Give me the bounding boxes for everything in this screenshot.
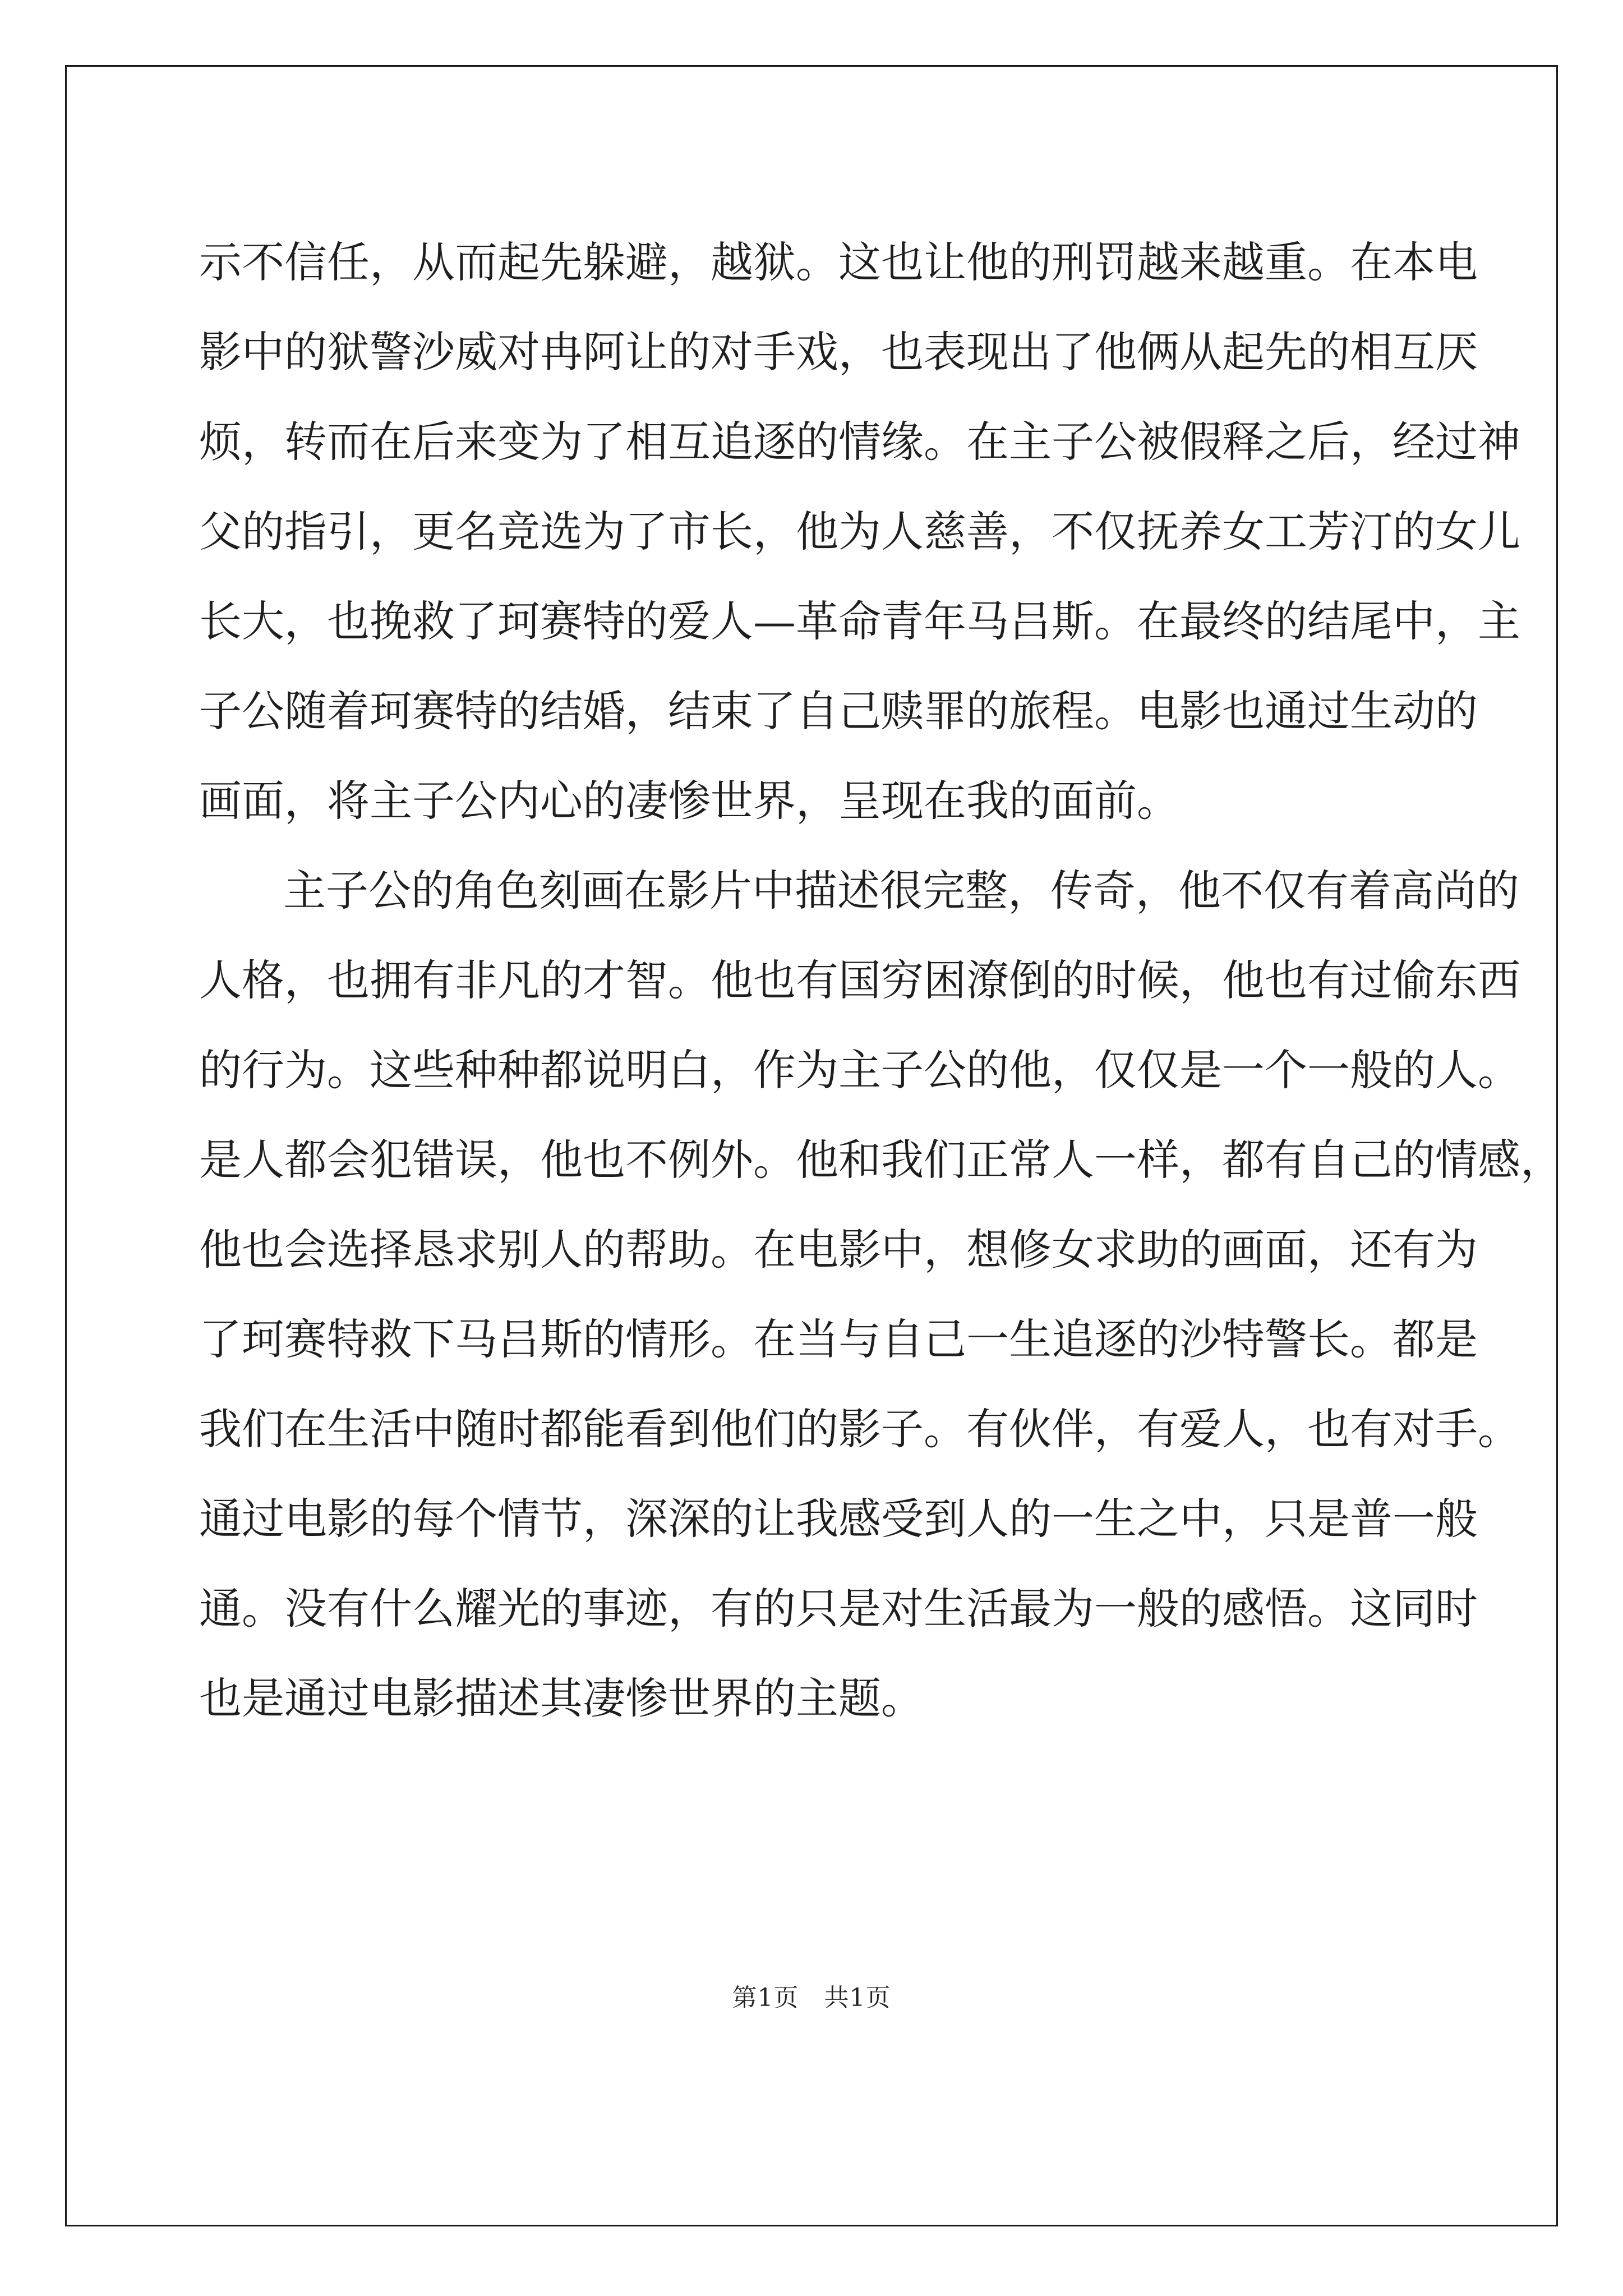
paragraph-first-line: 主子公的角色刻画在影片中描述很完整，传奇，他不仅有着高尚的 [283, 866, 1519, 915]
text-line: 长大，也挽救了珂赛特的爱人—革命青年马吕斯。在最终的结尾中，主 [199, 596, 1520, 646]
text-line: 通。没有什么耀光的事迹，有的只是对生活最为一般的感悟。这同时 [199, 1584, 1478, 1634]
document-body [199, 218, 1563, 1743]
text-line: 是人都会犯错误，他也不例外。他和我们正常人一样，都有自己的情感， [199, 1135, 1563, 1185]
page-number: 第1页 [732, 1984, 799, 2012]
page-total: 共1页 [824, 1984, 891, 2012]
text-line: 也是通过电影描述其凄惨世界的主题。 [199, 1673, 924, 1723]
text-line: 烦，转而在后来变为了相互追逐的情缘。在主子公被假释之后，经过神 [199, 417, 1520, 467]
text-line: 示不信任，从而起先躲避，越狱。这也让他的刑罚越来越重。在本电 [199, 237, 1478, 287]
text-line: 画面，将主子公内心的凄惨世界，呈现在我的面前。 [199, 776, 1179, 826]
text-line: 影中的狱警沙威对冉阿让的对手戏，也表现出了他俩从起先的相互厌 [199, 327, 1478, 377]
page-footer [0, 1977, 1623, 2013]
text-line: 子公随着珂赛特的结婚，结束了自己赎罪的旅程。电影也通过生动的 [199, 686, 1478, 736]
text-line: 的行为。这些种种都说明白，作为主子公的他，仅仅是一个一般的人。 [199, 1045, 1520, 1095]
text-line: 了珂赛特救下马吕斯的情形。在当与自己一生追逐的沙特警长。都是 [199, 1314, 1478, 1364]
text-line: 通过电影的每个情节，深深的让我感受到人的一生之中，只是普一般 [199, 1494, 1478, 1544]
text-line: 他也会选择恳求别人的帮助。在电影中，想修女求助的画面，还有为 [199, 1225, 1478, 1274]
text-line: 我们在生活中随时都能看到他们的影子。有伙伴，有爱人，也有对手。 [199, 1404, 1520, 1454]
text-line: 父的指引，更名竞选为了市长，他为人慈善，不仅抚养女工芳汀的女儿 [199, 507, 1520, 556]
text-line: 人格，也拥有非凡的才智。他也有国穷困潦倒的时候，他也有过偷东西 [199, 955, 1520, 1005]
